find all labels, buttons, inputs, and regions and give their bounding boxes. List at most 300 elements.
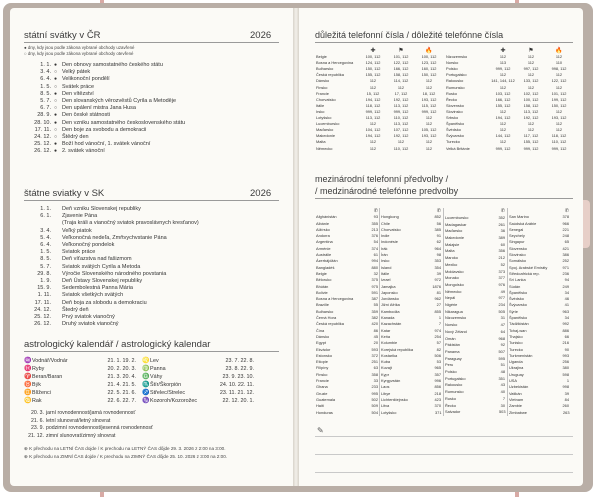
country-name: Zimbabwe — [509, 409, 527, 415]
dialing-code: 389 — [498, 235, 505, 241]
phone-number: 110, 112 — [551, 139, 567, 145]
dialing-code: 45 — [373, 333, 378, 339]
country-name: Uganda — [509, 359, 523, 365]
phone-number: 112 — [397, 84, 405, 90]
country-name: Afghánistán — [316, 214, 337, 220]
phone-number: 166, 112 — [393, 66, 409, 72]
holiday-date: 8. 5. — [40, 256, 51, 263]
zodiac-row — [24, 365, 260, 373]
country-name: Nizozemsko — [446, 54, 468, 60]
zodiac-name: Kozoroh/Kozorožec — [150, 398, 198, 405]
dialing-row — [444, 329, 507, 336]
dialing-row — [444, 335, 507, 342]
dialing-code: 30 — [500, 402, 505, 408]
phone-number: 112 — [425, 84, 433, 90]
holiday-name: Svátek práce — [62, 83, 95, 90]
country-name: Tunisko — [509, 340, 523, 346]
dialing-row — [508, 410, 571, 416]
zodiac-name: Rak — [32, 398, 42, 405]
dialing-code: 54 — [373, 239, 378, 245]
holiday-date: 1. 5. — [40, 83, 51, 90]
dialing-code: 31 — [500, 315, 505, 321]
dialing-code: 52 — [500, 261, 505, 267]
notes-line-3 — [315, 472, 573, 473]
country-name: Irsko — [381, 258, 390, 264]
phone-number: 999, 112 — [523, 145, 539, 151]
country-name: Kypr — [381, 371, 389, 377]
sk-holiday-row — [24, 235, 199, 242]
dialing-code: 236 — [562, 270, 569, 276]
phone-icon: ✆ — [564, 208, 569, 214]
dialing-codes-grid — [315, 208, 571, 416]
dialing-code: 57 — [436, 340, 441, 346]
country-name: Nikaragua — [445, 308, 463, 314]
dialing-row — [315, 410, 379, 416]
country-name: Belgie — [316, 270, 327, 276]
holiday-name: Velký pátek — [62, 69, 91, 76]
country-name: Egypt — [316, 340, 326, 346]
country-name: Černá Hora — [316, 315, 337, 321]
dialing-row — [444, 402, 507, 409]
country-name: Německo — [316, 145, 333, 151]
phones-left-table — [315, 48, 443, 152]
phone-number: 133, 112 — [523, 78, 539, 84]
country-name: Řecko — [446, 96, 458, 102]
dialing-row — [444, 262, 507, 269]
country-name: Lucembursko — [316, 121, 340, 127]
shop-status-icon: ○ — [54, 134, 58, 141]
phone-number: 112 — [555, 72, 563, 78]
phone-number: 999, 112 — [495, 66, 511, 72]
phone-number: 112 — [555, 54, 563, 60]
dialing-row — [380, 410, 443, 416]
zodiac-date-range: 23. 11. 21. 12. — [219, 390, 254, 397]
holiday-name: Veľký piatok — [62, 227, 92, 234]
dialing-code: 966 — [562, 220, 569, 226]
dialing-code: 261 — [498, 221, 505, 227]
dialing-code: 60 — [500, 241, 505, 247]
zodiac-sign-icon: ♍ — [142, 366, 150, 373]
country-name: Itálie — [381, 270, 390, 276]
country-name: Estonsko — [316, 352, 333, 358]
phone-number: 150, 112 — [421, 72, 437, 78]
country-name: Honduras — [316, 409, 333, 415]
dialing-code: 251 — [371, 359, 378, 365]
country-name: Bolívie — [316, 289, 328, 295]
country-name: Korejská republika — [381, 346, 414, 352]
sk-holidays-year: 2026 — [250, 188, 272, 199]
season-row — [24, 410, 153, 418]
season-name: zimní slunovrat/zimný slnovrat — [46, 432, 116, 439]
fire-icon: 🔥 — [425, 48, 433, 54]
dialing-code: 971 — [562, 264, 569, 270]
phones-row — [315, 97, 443, 103]
phone-number: 122, 112 — [551, 78, 567, 84]
country-name: Ukrajina — [509, 365, 524, 371]
country-name: Finsko — [316, 84, 328, 90]
country-name: Maďarsko — [316, 127, 334, 133]
zodiac-sign-icon: ♈ — [24, 374, 32, 381]
country-name: Omán — [445, 335, 456, 341]
country-name: Francie — [316, 378, 329, 384]
season-name: podzimní rovnodennost/jesenná rovnodennosť — [46, 425, 153, 432]
dialing-code: 385 — [434, 226, 441, 232]
phone-number: 112 — [527, 72, 535, 78]
season-list — [24, 410, 153, 440]
zodiac-date-range: 21. 1. 19. 2. — [107, 358, 136, 364]
country-name: Peru — [445, 362, 454, 368]
country-name: Keňa — [381, 333, 391, 339]
dialing-code: 382 — [371, 315, 378, 321]
country-name: Filipíny — [316, 365, 329, 371]
phone-number: 118, 112 — [551, 133, 567, 139]
holiday-date: 17. 11. — [34, 126, 51, 133]
dialing-code: 92 — [500, 342, 505, 348]
phone-icon: ✆ — [436, 208, 441, 214]
dialing-code: 963 — [562, 308, 569, 314]
season-name: jarní rovnodennost/jarná rovnodennosť — [46, 410, 136, 416]
sk-holiday-row — [24, 256, 199, 263]
dialing-code: 249 — [562, 283, 569, 289]
country-header-cell — [444, 208, 490, 215]
dialing-code: 1 — [438, 315, 441, 321]
dialing-code: 353 — [434, 258, 441, 264]
shop-status-icon: ● — [54, 148, 58, 155]
phone-number: 193, 112 — [551, 115, 567, 121]
country-name: Malajsie — [445, 241, 460, 247]
country-name: Lotyšsko — [316, 115, 332, 121]
cz-title-rule — [24, 42, 279, 43]
dialing-code: 352 — [498, 214, 505, 220]
country-name: Hongkong — [381, 214, 399, 220]
holiday-name: Velikonoční pondělí — [62, 76, 110, 83]
phone-number: 112 — [425, 139, 433, 145]
shop-status-icon: ○ — [54, 83, 58, 90]
country-name: Malta — [445, 248, 455, 254]
holiday-name: Sviatok práce — [62, 249, 96, 256]
dialing-code: 591 — [371, 289, 378, 295]
country-name: Nepál — [445, 295, 456, 301]
country-name: Jordánsko — [381, 296, 399, 302]
dialing-code: 598 — [562, 371, 569, 377]
country-name: Zambie — [509, 403, 522, 409]
country-name: Nový Zéland — [445, 328, 467, 334]
phone-number: 115, 112 — [421, 102, 437, 108]
country-name: Paraguay — [445, 355, 462, 361]
holiday-date: 1. 5. — [40, 249, 51, 256]
country-name: Kyrgyzstán — [381, 378, 401, 384]
dialing-code: 94 — [564, 277, 569, 283]
country-name: Vietnam — [509, 396, 524, 402]
phone-number: 112 — [527, 54, 535, 60]
phone-number: 17, 112 — [394, 90, 408, 96]
country-name: Súdán — [509, 283, 521, 289]
country-name: Švédsko — [509, 296, 524, 302]
country-name: Běloruko — [316, 277, 332, 283]
phone-number: 101, 112 — [393, 54, 409, 60]
ambulance-icon: ✚ — [500, 48, 506, 54]
phone-number: 112 — [369, 145, 377, 151]
country-name: Jamajka — [381, 283, 396, 289]
shop-status-icon: ● — [54, 141, 58, 148]
phone-number: 112 — [527, 84, 535, 90]
country-name: Maďarsko — [445, 228, 463, 234]
phone-number: 15, 112 — [366, 90, 380, 96]
dialing-code: 593 — [371, 346, 378, 352]
sk-holiday-row — [24, 292, 199, 299]
dialing-code: 374 — [371, 245, 378, 251]
dialing-code: 91 — [436, 233, 441, 239]
phone-number: 160, 112 — [421, 66, 437, 72]
dialing-code: 852 — [434, 214, 441, 220]
country-name: Dánsko — [316, 333, 330, 339]
dialing-code: 976 — [498, 281, 505, 287]
phone-number: 113, 112 — [523, 108, 539, 114]
holiday-name: Sviatok všetkých svätých — [62, 292, 124, 299]
holiday-date: 1. 1. — [40, 206, 51, 212]
phones-row — [315, 133, 443, 139]
dialing-code: 421 — [562, 245, 569, 251]
country-name: Bhútán — [316, 283, 329, 289]
holiday-name: Deň Ústavy Slovenskej republiky — [62, 278, 143, 285]
sk-holiday-row — [24, 314, 199, 321]
dialing-code: 56 — [436, 220, 441, 226]
dialing-code: 218 — [434, 390, 441, 396]
dst-summer-note: ⊕ K přechodu na LETNÍ ČAS dojde / K prechodu na LETNÝ ČAS dôjde 29. 3. 2026 z 2:00 na 3:00. — [24, 446, 226, 451]
country-name: Kambodža — [381, 308, 400, 314]
phone-number: 105, 112 — [421, 127, 437, 133]
phone-number: 101, 112 — [551, 90, 567, 96]
country-name: Makedonie — [316, 133, 336, 139]
dialing-row — [444, 409, 507, 416]
dialing-code: 66 — [564, 333, 569, 339]
dialing-code: 351 — [498, 375, 505, 381]
country-name: Etiopie — [316, 359, 328, 365]
dialing-row — [444, 389, 507, 396]
zodiac-sign-icon: ♒ — [24, 358, 32, 364]
country-name: Španělsko — [509, 289, 528, 295]
country-name: Slovensko — [509, 245, 527, 251]
country-name: Lotyšsko — [381, 409, 397, 415]
holiday-date: 6. 4. — [40, 242, 51, 249]
phone-number: 158, 112 — [523, 102, 539, 108]
zodiac-date-range: 21. 3. 20. 4. — [107, 374, 136, 381]
holiday-date: 5. 4. — [40, 234, 51, 241]
sk-holiday-row — [24, 220, 199, 227]
dialing-row — [444, 396, 507, 403]
phone-number: 112 — [499, 84, 507, 90]
country-name: Kuba — [381, 359, 391, 365]
country-name: Srbsko — [446, 115, 459, 121]
sk-title-rule — [24, 200, 279, 201]
country-name: Kolumbie — [381, 340, 398, 346]
phone-number: 193, 112 — [421, 96, 437, 102]
zodiac-date-range: 22. 5. 21. 6. — [107, 390, 136, 397]
country-name: Bosna a Hercegovina — [316, 296, 354, 302]
astro-title: astrologický kalendář / astrologický kalendar — [24, 339, 211, 350]
zodiac-date-range: 20. 2. 20. 3. — [107, 366, 136, 373]
dialing-code: 82 — [436, 346, 441, 352]
dialing-code: 998 — [562, 384, 569, 390]
country-name: Moldavsko — [445, 268, 464, 274]
holiday-date: 5. 7. — [40, 98, 51, 105]
country-name: Somálsko — [509, 258, 527, 264]
dialing-code: 34 — [564, 315, 569, 321]
phone-number: 999, 112 — [551, 145, 567, 151]
phone-number: 124, 112 — [365, 60, 381, 66]
holiday-name: Deň boja za slobodu a demokraciu — [62, 299, 147, 306]
holiday-name: 2. svátek vánoční — [62, 148, 105, 155]
dialing-code: 386 — [562, 252, 569, 258]
holiday-date: 29. 8. — [37, 270, 51, 277]
shop-status-icon: ○ — [54, 69, 58, 76]
dialing-code: 84 — [564, 396, 569, 402]
dialing-code: 357 — [434, 371, 441, 377]
dialing-row — [444, 228, 507, 235]
country-name: Haiti — [316, 403, 324, 409]
country-name: Makedonie — [445, 235, 465, 241]
phone-number: 113, 112 — [393, 102, 409, 108]
country-name: Španělsko — [509, 315, 528, 321]
zodiac-row — [24, 381, 260, 389]
country-name: Uzbekistán — [509, 384, 529, 390]
dialing-code: 420 — [371, 321, 378, 327]
holiday-date: 1. 11. — [37, 292, 51, 299]
holiday-name: Den slovanských věrozvěstů Cyrila a Metoděje — [62, 98, 177, 105]
dialing-header-row — [444, 208, 507, 215]
cz-holiday-list — [24, 62, 185, 156]
cz-holiday-row — [24, 120, 185, 127]
dialing-code: 994 — [371, 258, 378, 264]
cz-holiday-row — [24, 76, 185, 83]
dialing-code: 55 — [373, 302, 378, 308]
phone-number: 114, 112 — [393, 78, 409, 84]
holiday-name: Deň víťazstva nad fašizmom — [62, 256, 132, 263]
sk-holiday-row — [24, 206, 199, 213]
country-name: Slovensko — [446, 102, 464, 108]
dialing-code: 65 — [564, 239, 569, 245]
dialing-code: 974 — [434, 327, 441, 333]
phone-number: 112 — [499, 54, 507, 60]
dialing-code: 886 — [562, 327, 569, 333]
phone-number: 150, 112 — [551, 102, 567, 108]
holiday-date: 24. 12. — [34, 306, 51, 313]
phone-number: 999, 112 — [365, 108, 381, 114]
phone-number: 998, 112 — [551, 66, 567, 72]
country-name: Chile — [381, 220, 390, 226]
dialing-columns — [315, 208, 571, 416]
holiday-name: Druhý sviatok vianočný — [62, 321, 119, 328]
dialing-row — [444, 369, 507, 376]
holiday-name: Den boje za svobodu a demokracii — [62, 126, 147, 133]
phone-number: 112 — [555, 108, 563, 114]
dialing-code: 964 — [434, 245, 441, 251]
country-name: Dánsko — [316, 78, 330, 84]
dialing-code: 506 — [434, 352, 441, 358]
country-name: Katar — [381, 327, 391, 333]
phone-number: 112 — [499, 139, 507, 145]
dialing-code: 43 — [500, 382, 505, 388]
country-name: Slovinsko — [509, 252, 526, 258]
phone-number: 141, 144, 112 — [491, 78, 515, 84]
zodiac-table — [24, 357, 260, 406]
cz-holiday-row — [24, 91, 185, 98]
dialing-code: 49 — [500, 288, 505, 294]
country-name: Polsko — [446, 66, 458, 72]
dialing-code: 90 — [564, 346, 569, 352]
zodiac-date-range: 23. 9. 23. 10. — [222, 374, 254, 381]
holiday-name: Veľkonočná nedeľa, Zmŕtvychvstanie Pána — [62, 234, 167, 241]
cz-holidays-year: 2026 — [250, 30, 272, 41]
phone-number: 110, 112 — [393, 115, 409, 121]
dialing-row — [444, 282, 507, 289]
dialing-row — [444, 315, 507, 322]
cz-holiday-row — [24, 127, 185, 134]
sk-holiday-row — [24, 228, 199, 235]
dialing-code: 423 — [434, 396, 441, 402]
country-name: Švýcarsko — [509, 302, 527, 308]
dialing-code: 233 — [371, 384, 378, 390]
sk-holiday-row — [24, 300, 199, 307]
country-name: Saúdská Arábie — [509, 220, 537, 226]
phone-number: 113, 112 — [365, 115, 381, 121]
country-name: Španělsko — [446, 121, 465, 127]
cz-holiday-row — [24, 69, 185, 76]
country-name: Irák — [381, 245, 388, 251]
holiday-name: Veľkonočný pondelok — [62, 242, 115, 249]
country-name: Panama — [445, 348, 460, 354]
phone-number: 158, 112 — [393, 72, 409, 78]
fire-icon: 🔥 — [555, 48, 563, 54]
dialing-code: 53 — [436, 359, 441, 365]
country-name: Česká republika — [316, 321, 344, 327]
country-name: Řecko — [445, 402, 457, 408]
phone-number: 150, 112 — [365, 66, 381, 72]
country-name: Laos — [381, 384, 390, 390]
country-name: Andorra — [316, 233, 330, 239]
season-name: letní slunovrat/letný slnovrat — [46, 417, 111, 424]
holiday-date: 1. 9. — [40, 278, 51, 285]
astro-title-rule — [24, 351, 279, 352]
police-icon: ⚑ — [398, 48, 404, 54]
country-name: Madagaskar — [445, 221, 467, 227]
country-name: Švýcarsko — [446, 133, 464, 139]
holiday-name: Prvý sviatok vianočný — [62, 314, 115, 321]
phone-number: 102, 112 — [523, 90, 539, 96]
zodiac-sign-icon: ♎ — [142, 374, 150, 381]
phone-number: 112 — [369, 121, 377, 127]
dialing-code: 93 — [373, 214, 378, 220]
holiday-date: 8. 5. — [40, 90, 51, 97]
zodiac-name: Ryby — [32, 366, 45, 373]
country-name: Lucembursko — [445, 214, 469, 220]
holiday-name: Výročie Slovenského národného povstania — [62, 270, 167, 277]
phone-number: 112 — [425, 145, 433, 151]
zodiac-sign-icon: ♌ — [142, 358, 150, 364]
zodiac-date-range: 23. 7. 22. 8. — [225, 358, 254, 364]
country-name: Argentina — [316, 239, 333, 245]
zodiac-row — [24, 389, 260, 397]
dialing-code: 39 — [564, 390, 569, 396]
zodiac-row — [24, 397, 260, 405]
sk-holidays-title: štátne sviatky v SK — [24, 188, 105, 199]
sk-holiday-row — [24, 213, 199, 220]
country-name: Kostarika — [381, 352, 398, 358]
dialing-code: 41 — [564, 302, 569, 308]
country-name: Kuvajt — [381, 365, 392, 371]
holiday-name: Deň vzniku Slovenskej republiky — [62, 206, 141, 212]
dialing-code: 61 — [373, 252, 378, 258]
